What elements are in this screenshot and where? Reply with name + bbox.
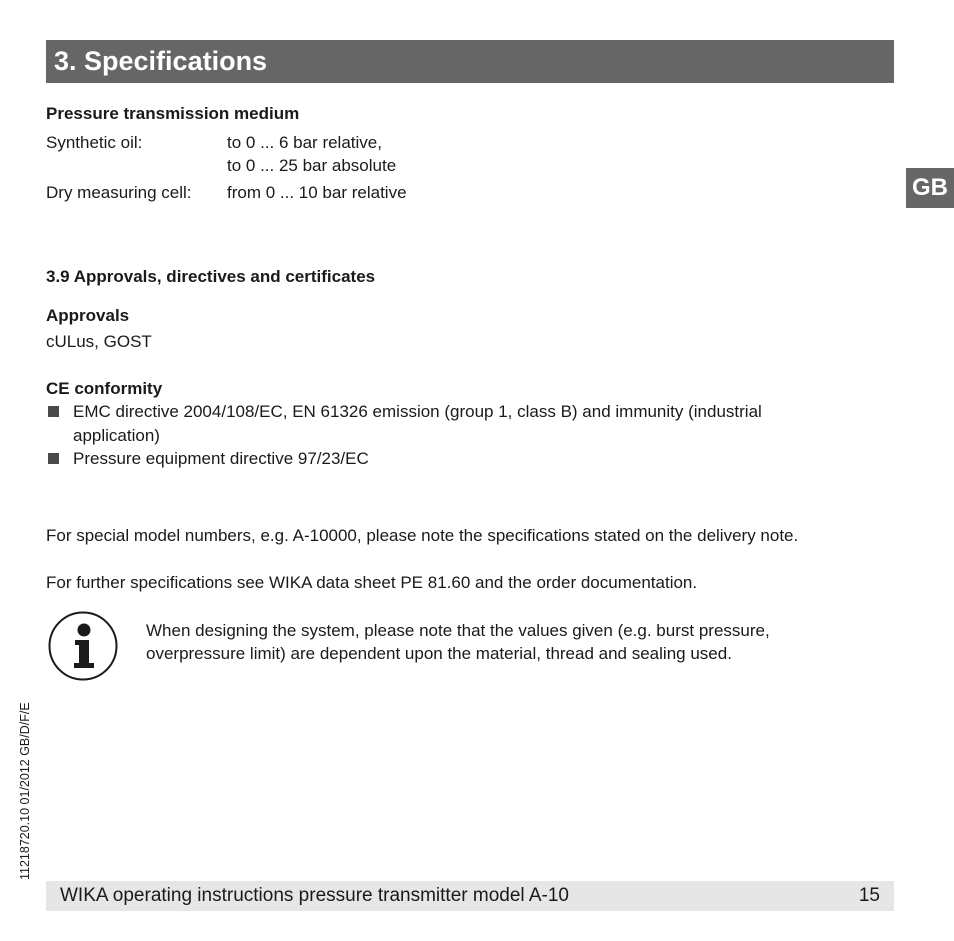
note-special-models: For special model numbers, e.g. A-10000, please note the specifications stated on the delivery note. xyxy=(46,526,799,545)
footer-title: WIKA operating instructions pressure transmitter model A-10 xyxy=(60,885,570,906)
bullet-icon xyxy=(48,453,59,464)
approvals-section-heading: 3.9 Approvals, directives and certificates xyxy=(46,267,376,286)
ce-item-emc-line2: application) xyxy=(73,426,160,445)
approvals-heading: Approvals xyxy=(46,306,130,325)
ce-item-pressure-equipment: Pressure equipment directive 97/23/EC xyxy=(73,449,369,468)
approvals-text: cULus, GOST xyxy=(46,332,152,351)
medium-heading: Pressure transmission medium xyxy=(46,104,300,123)
page-number: 15 xyxy=(858,885,880,906)
medium-value-synthetic-oil-2: to 0 ... 25 bar absolute xyxy=(227,156,397,175)
medium-label-dry-cell: Dry measuring cell: xyxy=(46,183,192,202)
info-text-line1: When designing the system, please note that the values given (e.g. burst pressure, xyxy=(146,621,770,640)
language-tab-gb[interactable]: GB xyxy=(906,168,954,208)
info-icon xyxy=(48,611,118,681)
medium-value-dry-cell: from 0 ... 10 bar relative xyxy=(227,183,407,202)
footer-bar xyxy=(46,881,894,911)
ce-item-emc-line1: EMC directive 2004/108/EC, EN 61326 emission (group 1, class B) and immunity (industrial xyxy=(73,402,762,421)
medium-label-synthetic-oil: Synthetic oil: xyxy=(46,133,143,152)
ce-heading: CE conformity xyxy=(46,379,163,398)
medium-value-synthetic-oil-1: to 0 ... 6 bar relative, xyxy=(227,133,382,152)
bullet-icon xyxy=(48,406,59,417)
document-code: 11218720.10 01/2012 GB/D/F/E xyxy=(18,702,32,880)
note-further-specs: For further specifications see WIKA data sheet PE 81.60 and the order documentation. xyxy=(46,573,698,592)
info-text-line2: overpressure limit) are dependent upon the material, thread and sealing used. xyxy=(146,644,732,663)
section-title: 3. Specifications xyxy=(46,40,894,83)
